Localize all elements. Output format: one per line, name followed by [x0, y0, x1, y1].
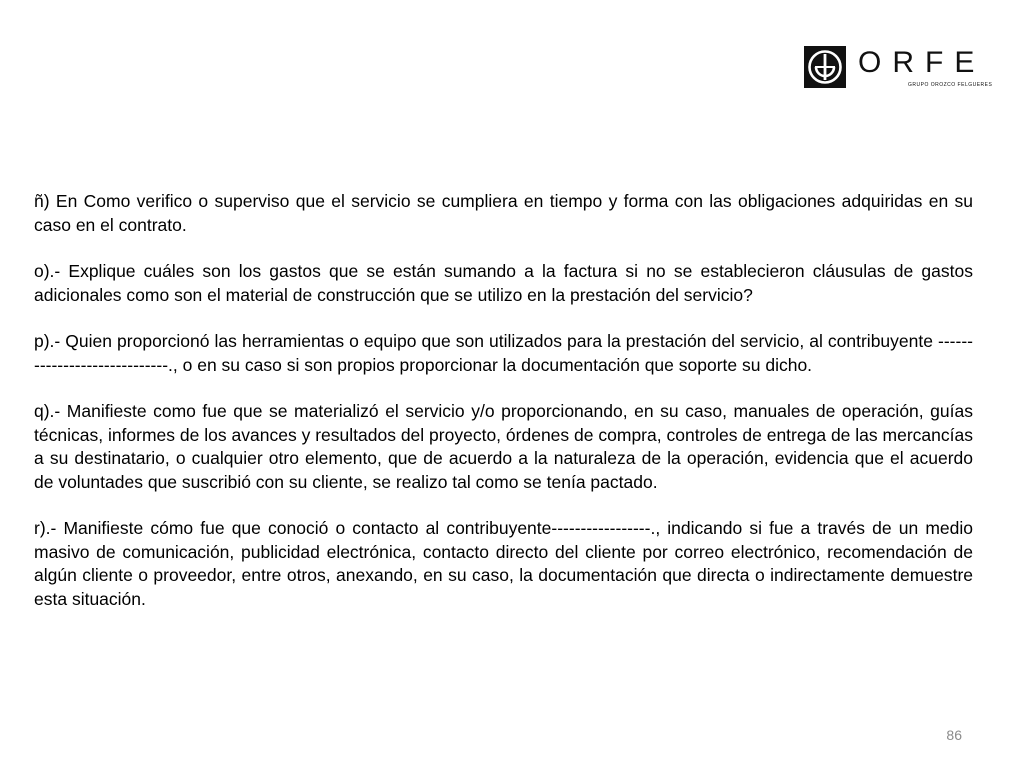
paragraph-n: ñ) En Como verifico o superviso que el servicio se cumpliera en tiempo y forma con las obligaciones adquiridas en su caso en el contrato.: [34, 191, 973, 235]
orfe-logo: [804, 46, 993, 92]
document-body: [34, 190, 973, 634]
orfe-logo-mark-icon: [804, 46, 846, 88]
orfe-logo-subtitle: GRUPO OROZCO FELGUERES: [908, 82, 993, 88]
paragraph-p: p).- Quien proporcionó las herramientas o equipo que son utilizados para la prestación del servicio, al contribuyente -----------------------------., o en su caso si son propios proporcionar la documentación que soporte su dicho.: [34, 331, 973, 375]
paragraph-o: o).- Explique cuáles son los gastos que se están sumando a la factura si no se establecieron cláusulas de gastos adicionales como son el material de construcción que se utilizo en la prestación del servicio?: [34, 261, 973, 305]
orfe-logo-wordmark: ORFE: [858, 46, 986, 79]
paragraph-q: q).- Manifieste como fue que se materializó el servicio y/o proporcionando, en su caso, manuales de operación, guías técnicas, informes de los avances y resultados del proyecto, órdenes de compra, controles de entrega de las mercancías a su destinatario, o cualquier otro elemento, que de acuerdo a la naturaleza de la operación, evidencia que el acuerdo de voluntades que suscribió con su cliente, se realizo tal como se tenía pactado.: [34, 401, 973, 492]
paragraph-r: r).- Manifieste cómo fue que conoció o contacto al contribuyente-----------------., indicando si fue a través de un medio masivo de comunicación, publicidad electrónica, contacto directo del cliente por correo electrónico, recomendación de algún cliente o proveedor, entre otros, anexando, en su caso, la documentación que directa o indirectamente demuestre esta situación.: [34, 518, 973, 609]
page-number: 86: [946, 727, 962, 743]
